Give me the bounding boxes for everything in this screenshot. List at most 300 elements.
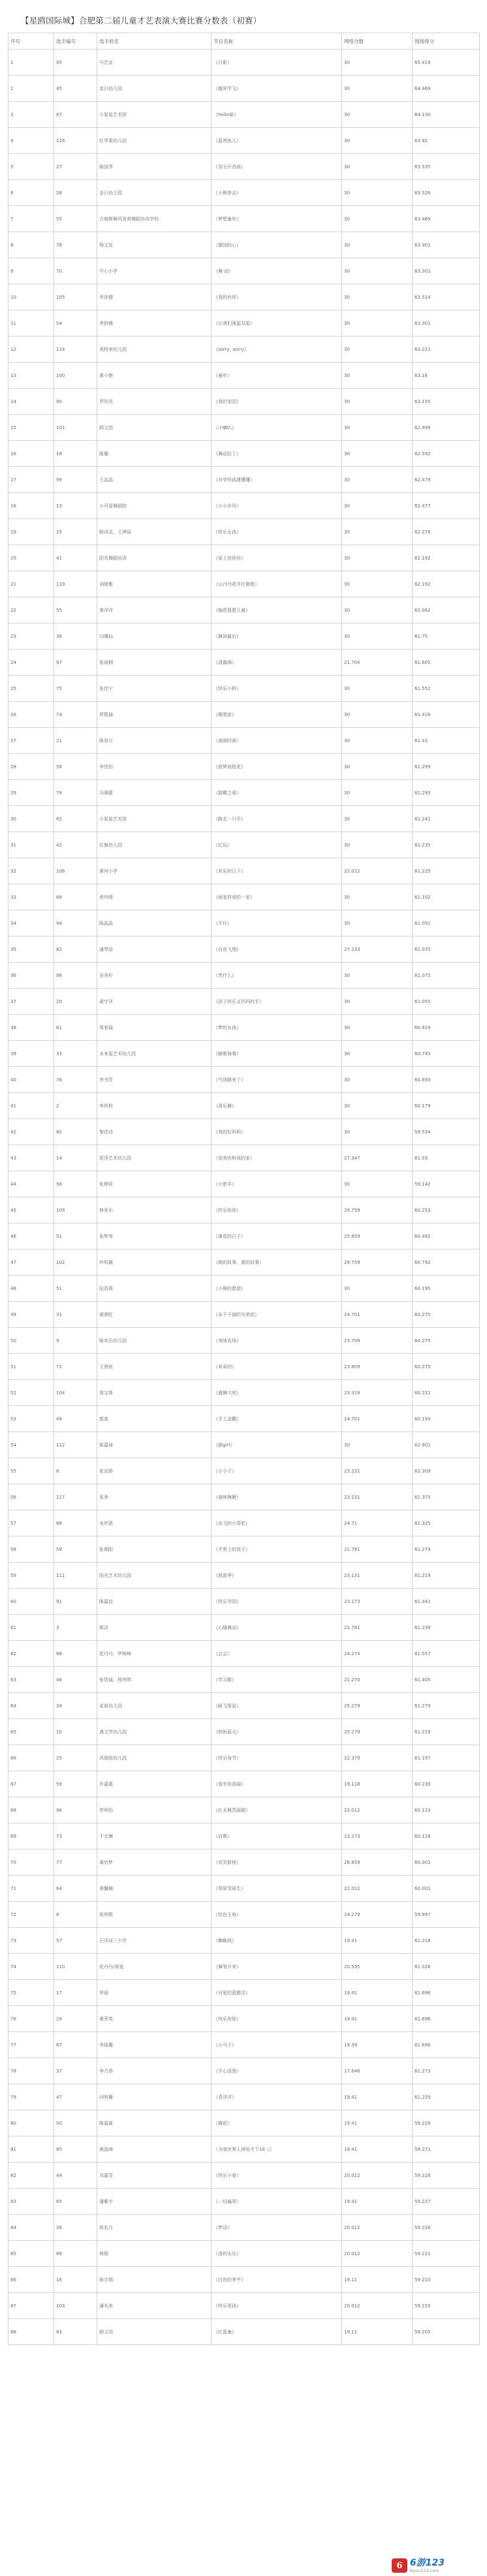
live-score: 61.405 (413, 1667, 480, 1693)
live-score: 62.276 (413, 519, 480, 545)
program-name: 《hello春》 (212, 102, 342, 128)
header-live-score: 现场得分 (413, 33, 480, 50)
program-name: 《可爱的蓝精灵》 (212, 1980, 342, 2006)
live-score: 61.299 (413, 754, 480, 780)
table-row (8, 1041, 480, 1067)
table-row (8, 467, 480, 493)
online-score: 19.41 (342, 1980, 413, 2006)
program-name: 《会会》 (212, 1641, 342, 1667)
contestant-name: 郎宏月 (97, 2215, 212, 2241)
contestant-number: 78 (54, 232, 97, 258)
contestant-name: 李坦和 (97, 1093, 212, 1119)
live-score: 60.118 (413, 1823, 480, 1850)
table-row (8, 1719, 480, 1745)
live-score: 63.535 (413, 154, 480, 180)
contestant-number: 37 (54, 2058, 97, 2084)
contestant-name: 顾文创 (97, 415, 212, 441)
program-name: 《小喇叭》 (212, 415, 342, 441)
online-score: 30 (342, 337, 413, 363)
row-index: 15 (8, 415, 54, 441)
online-score: 22.012 (342, 1797, 413, 1823)
contestant-name: 花丹丹、罗树峰 (97, 1641, 212, 1667)
table-row (8, 1954, 480, 1980)
program-name: 《忆远》 (212, 832, 342, 858)
live-score: 61.552 (413, 676, 480, 702)
contestant-name: 合城斯舞风体育舞蹈培训学校 (97, 206, 212, 232)
contestant-name: 田美柠 (97, 963, 212, 989)
online-score: 20.012 (342, 2215, 413, 2241)
table-row (8, 1823, 480, 1850)
online-score: 19.11 (342, 2267, 413, 2293)
row-index: 71 (8, 1876, 54, 1902)
online-score: 27.233 (342, 936, 413, 963)
online-score: 30 (342, 702, 413, 728)
table-row (8, 2189, 480, 2215)
contestant-number: 111 (54, 1563, 97, 1589)
program-name: 《蜂歌海秦》 (212, 1041, 342, 1067)
contestant-number: 95 (54, 50, 97, 76)
contestant-number: 51 (54, 1276, 97, 1302)
contestant-number: 15 (54, 519, 97, 545)
contestant-number: 44 (54, 2163, 97, 2189)
contestant-number: 68 (54, 884, 97, 910)
table-row (8, 1484, 480, 1510)
program-name: 《手心淡图》 (212, 2058, 342, 2084)
contestant-name: 张瑞阳 (97, 1536, 212, 1563)
header-program-name: 节目名称 (212, 33, 342, 50)
live-score: 63.301 (413, 310, 480, 337)
row-index: 17 (8, 467, 54, 493)
online-score: 23.273 (342, 1823, 413, 1850)
program-name: 《山丹丹花开红艳艳》 (212, 571, 342, 597)
program-name: 《编花篮愿儿童》 (212, 597, 342, 623)
live-score: 59.226 (413, 2215, 480, 2241)
row-index: 64 (8, 1693, 54, 1719)
program-name: 《出飞的小青驼》 (212, 1510, 342, 1536)
live-score: 61.026 (413, 1954, 480, 1980)
live-score: 61.605 (413, 650, 480, 676)
row-index: 27 (8, 728, 54, 754)
online-score: 30 (342, 910, 413, 936)
contestant-number: 109 (54, 1197, 97, 1223)
contestant-number: 14 (54, 1145, 97, 1171)
contestant-name: 林家乐 (97, 1197, 212, 1223)
online-score: 20.595 (342, 1954, 413, 1980)
table-row (8, 702, 480, 728)
contestant-number: 100 (54, 363, 97, 389)
contestant-number: 3 (54, 1615, 97, 1641)
contestant-name: 李佳怡 (97, 754, 212, 780)
table-row (8, 936, 480, 963)
row-index: 22 (8, 597, 54, 623)
row-index: 70 (8, 1850, 54, 1876)
online-score: 30 (342, 519, 413, 545)
live-score: 61.229 (413, 2084, 480, 2110)
program-name: 《红蓝童》 (212, 2319, 342, 2345)
contestant-name: 陈昊月 (97, 728, 212, 754)
live-score: 62.062 (413, 597, 480, 623)
contestant-number: 2 (54, 1093, 97, 1119)
live-score: 60.154 (413, 1406, 480, 1432)
contestant-number: 88 (54, 1510, 97, 1536)
online-score: 19.41 (342, 1928, 413, 1954)
online-score: 30 (342, 832, 413, 858)
contestant-name: 潘紫宇 (97, 2189, 212, 2215)
contestant-name: 花丹丹/蒂爱 (97, 1954, 212, 1980)
row-index: 26 (8, 702, 54, 728)
table-row (8, 1276, 480, 1302)
row-index: 79 (8, 2084, 54, 2110)
program-name: 《美味农场》 (212, 1328, 342, 1354)
online-score: 30 (342, 545, 413, 571)
contestant-name: 黄菲英 (97, 2006, 212, 2032)
online-score: 19.41 (342, 2136, 413, 2163)
contestant-number: 101 (54, 415, 97, 441)
contestant-number: 31 (54, 1302, 97, 1328)
live-score: 59.221 (413, 2241, 480, 2267)
table-row (8, 1902, 480, 1928)
online-score: 21.704 (342, 650, 413, 676)
table-row (8, 1380, 480, 1406)
online-score: 30 (342, 1432, 413, 1458)
contestant-name: 陈晶晶 (97, 910, 212, 936)
table-row (8, 2058, 480, 2084)
program-name: 《贵什么》 (212, 963, 342, 989)
online-score: 22.379 (342, 1745, 413, 1771)
live-score: 59.210 (413, 2293, 480, 2319)
contestant-name: 阳光艺术幼儿园 (97, 1563, 212, 1589)
table-row (8, 1641, 480, 1667)
online-score: 30 (342, 1119, 413, 1145)
program-name: 《小熊拳击》 (212, 180, 342, 206)
contestant-name: 张穆苗 (97, 1171, 212, 1197)
live-score: 63.514 (413, 284, 480, 310)
live-score: 61.239 (413, 1615, 480, 1641)
contestant-name: 问明珊 (97, 2084, 212, 2110)
table-row (8, 1615, 480, 1641)
program-name: 《红水熊苏丽圆》 (212, 1797, 342, 1823)
row-index: 6 (8, 180, 54, 206)
table-row (8, 571, 480, 597)
table-row (8, 389, 480, 415)
online-score: 30 (342, 128, 413, 154)
live-score: 59.271 (413, 2136, 480, 2163)
contestant-name: 黄馨楠 (97, 1876, 212, 1902)
contestant-name: 英特来幼儿园 (97, 337, 212, 363)
program-name: 《舞笔开来》 (212, 1954, 342, 1980)
contestant-number: 33 (54, 1041, 97, 1067)
online-score: 24.274 (342, 1641, 413, 1667)
online-score: 30 (342, 1171, 413, 1197)
live-score: 62.477 (413, 493, 480, 519)
row-index: 3 (8, 102, 54, 128)
live-score: 61.219 (413, 1563, 480, 1589)
row-index: 2 (8, 76, 54, 102)
contestant-name: 陈国苓 (97, 154, 212, 180)
table-row (8, 728, 480, 754)
row-index: 10 (8, 284, 54, 310)
table-row (8, 676, 480, 702)
live-score: 62.479 (413, 467, 480, 493)
program-name: 《白色的季乎》 (212, 2267, 342, 2293)
contestant-name: 星星幼儿园 (97, 1693, 212, 1719)
online-score: 30 (342, 76, 413, 102)
contestant-name: 黄欣梦 (97, 1850, 212, 1876)
row-index: 33 (8, 884, 54, 910)
table-row (8, 415, 480, 441)
online-score: 19.41 (342, 2084, 413, 2110)
online-score: 30 (342, 50, 413, 76)
program-name: 《梦话》 (212, 2215, 342, 2241)
table-row (8, 232, 480, 258)
online-score: 30 (342, 258, 413, 284)
live-score: 59.228 (413, 2163, 480, 2189)
contestant-number: 114 (54, 337, 97, 363)
table-row (8, 1980, 480, 2006)
live-score: 63.301 (413, 232, 480, 258)
row-index: 80 (8, 2110, 54, 2136)
table-row (8, 754, 480, 780)
online-score: 30 (342, 754, 413, 780)
program-name: 《自由飞翔》 (212, 936, 342, 963)
table-row (8, 1589, 480, 1615)
contestant-number: 76 (54, 1067, 97, 1093)
live-score: 59.210 (413, 2267, 480, 2293)
contestant-name: 小星星艺术团 (97, 102, 212, 128)
row-index: 19 (8, 519, 54, 545)
online-score: 30 (342, 1067, 413, 1093)
program-name: 《清露绵》 (212, 650, 342, 676)
table-row (8, 1458, 480, 1484)
contestant-name: 黄洋洋 (97, 597, 212, 623)
table-row (8, 1510, 480, 1536)
row-index: 88 (8, 2319, 54, 2345)
row-index: 21 (8, 571, 54, 597)
contestant-name: 陈嘉信 (97, 1589, 212, 1615)
program-name: 《我的好妈妈》 (212, 1119, 342, 1145)
table-row (8, 884, 480, 910)
table-row (8, 2032, 480, 2058)
program-name: 《启歌》 (212, 1823, 342, 1850)
live-score: 65.419 (413, 50, 480, 76)
row-index: 87 (8, 2293, 54, 2319)
program-name: 《妈妈蓝天》 (212, 1719, 342, 1745)
program-name: 《永不干涸的光荣花》 (212, 1302, 342, 1328)
row-index: 50 (8, 1328, 54, 1354)
live-score: 59.229 (413, 2110, 480, 2136)
program-name: 《学习歌》 (212, 1667, 342, 1693)
contestant-name: 张智诚、杨伟琪 (97, 1667, 212, 1693)
table-row (8, 284, 480, 310)
online-score: 30 (342, 493, 413, 519)
contestant-name: 阮浩燕 (97, 1276, 212, 1302)
program-name: 《快乐女孩》 (212, 519, 342, 545)
contestant-number: 48 (54, 1406, 97, 1432)
row-index: 7 (8, 206, 54, 232)
contestant-number: 41 (54, 545, 97, 571)
contestant-name: 张佳宁 (97, 676, 212, 702)
contestant-name: 小星星艺术团 (97, 806, 212, 832)
table-row (8, 545, 480, 571)
table-row (8, 2319, 480, 2345)
program-name: 《sorry, sorry》 (212, 337, 342, 363)
contestant-name: 李乃恭 (97, 2058, 212, 2084)
contestant-number: 91 (54, 1589, 97, 1615)
live-score: 62.192 (413, 571, 480, 597)
contestant-name: 张明熙 (97, 1902, 212, 1928)
online-score: 30 (342, 571, 413, 597)
live-score: 62.999 (413, 415, 480, 441)
row-index: 42 (8, 1119, 54, 1145)
table-row (8, 1876, 480, 1902)
live-score: 61.273 (413, 2058, 480, 2084)
live-score: 63.92 (413, 128, 480, 154)
program-name: 《快乐小桥》 (212, 676, 342, 702)
row-index: 69 (8, 1823, 54, 1850)
table-row (8, 2110, 480, 2136)
table-row (8, 337, 480, 363)
program-name: 《盛舞大吧》 (212, 1380, 342, 1406)
program-name: 《蓝湾鱼儿》 (212, 128, 342, 154)
program-name: 《梦想童年》 (212, 206, 342, 232)
contestant-name: 龚文学幼儿园 (97, 1719, 212, 1745)
online-score: 25.279 (342, 1693, 413, 1719)
table-row (8, 1067, 480, 1093)
table-row (8, 832, 480, 858)
online-score: 19.41 (342, 2110, 413, 2136)
row-index: 34 (8, 910, 54, 936)
contestant-number: 39 (54, 2215, 97, 2241)
live-score: 61.441 (413, 1589, 480, 1615)
row-index: 12 (8, 337, 54, 363)
row-index: 5 (8, 154, 54, 180)
row-index: 57 (8, 1510, 54, 1536)
program-name: 《快乐你你》 (212, 1197, 342, 1223)
online-score: 21.781 (342, 1615, 413, 1641)
table-row (8, 441, 480, 467)
contestant-name: 张养 (97, 1484, 212, 1510)
row-index: 44 (8, 1171, 54, 1197)
row-index: 51 (8, 1354, 54, 1380)
table-row (8, 1354, 480, 1380)
contestant-number: 77 (54, 1850, 97, 1876)
online-score: 30 (342, 623, 413, 650)
contestant-number: 20 (54, 989, 97, 1015)
live-score: 63.469 (413, 206, 480, 232)
table-row (8, 180, 480, 206)
live-score: 61.696 (413, 1980, 480, 2006)
contestant-name: 朴明薇 (97, 1250, 212, 1276)
program-name: 《手上金鹏》 (212, 1406, 342, 1432)
program-name: 《气球跳来了》 (212, 1067, 342, 1093)
contestant-name: 张梦等 (97, 1223, 212, 1250)
contestant-number: 85 (54, 2136, 97, 2163)
contestant-name: 罗昀炎 (97, 389, 212, 415)
live-score: 61.325 (413, 1510, 480, 1536)
row-index: 54 (8, 1432, 54, 1458)
table-row (8, 1119, 480, 1145)
program-name: 《童年》 (212, 363, 342, 389)
contestant-name: 金日幼儿园 (97, 180, 212, 206)
contestant-name: 黄宇洋 (97, 989, 212, 1015)
online-score: 30 (342, 284, 413, 310)
online-score: 23.173 (342, 1589, 413, 1615)
contestant-number: 8 (54, 1902, 97, 1928)
table-row (8, 2215, 480, 2241)
table-row (8, 1171, 480, 1197)
table-row (8, 623, 480, 650)
row-index: 18 (8, 493, 54, 519)
contestant-number: 26 (54, 180, 97, 206)
contestant-name: 陈宇瑞 (97, 2267, 212, 2293)
program-name: 《月影》 (212, 50, 342, 76)
row-index: 29 (8, 780, 54, 806)
contestant-number: 79 (54, 780, 97, 806)
contestant-number: 16 (54, 2267, 97, 2293)
header-index: 序号 (8, 33, 54, 50)
contestant-number: 102 (54, 1250, 97, 1276)
row-index: 52 (8, 1380, 54, 1406)
contestant-number: 105 (54, 284, 97, 310)
live-score: 59.997 (413, 1902, 480, 1928)
online-score: 30 (342, 310, 413, 337)
live-score: 61.055 (413, 989, 480, 1015)
row-index: 24 (8, 650, 54, 676)
live-score: 60.231 (413, 1380, 480, 1406)
program-name: 《清的水乐》 (212, 2241, 342, 2267)
program-name: 《爱我你和我的家》 (212, 1145, 342, 1171)
contestant-name: 许嘉惠 (97, 1771, 212, 1797)
table-row (8, 1328, 480, 1354)
contestant-name: 陈嘉霖 (97, 2110, 212, 2136)
live-score: 61.696 (413, 2006, 480, 2032)
row-index: 60 (8, 1589, 54, 1615)
contestant-number: 66 (54, 1641, 97, 1667)
contestant-number: 106 (54, 858, 97, 884)
program-name: 《看军你香丽》 (212, 1771, 342, 1797)
online-score: 30 (342, 728, 413, 754)
contestant-name: 李书芳 (97, 1067, 212, 1093)
contestant-name: 杨文宣 (97, 232, 212, 258)
program-name: 《青洋洋》 (212, 2084, 342, 2110)
contestant-name: 韩诗灵、王琪瑶 (97, 519, 212, 545)
program-name: 《落花的日子》 (212, 1223, 342, 1250)
contestant-name: 顾文羽 (97, 2319, 212, 2345)
online-score: 26.859 (342, 1850, 413, 1876)
online-score: 20.012 (342, 2293, 413, 2319)
row-index: 39 (8, 1041, 54, 1067)
table-row (8, 493, 480, 519)
program-name: 《圆girl》 (212, 1432, 342, 1458)
contestant-number: 72 (54, 1354, 97, 1380)
online-score: 19.41 (342, 2006, 413, 2032)
program-name: 《让我们荡起双桨》 (212, 310, 342, 337)
program-name: 《蜘蛛网》 (212, 1928, 342, 1954)
online-score: 30 (342, 389, 413, 415)
program-name: 《快乐男孩》 (212, 2293, 342, 2319)
contestant-name: 王茜宸 (97, 1354, 212, 1380)
contestant-number: 6 (54, 1458, 97, 1484)
contestant-name: 金日幼儿园 (97, 76, 212, 102)
table-row (8, 1536, 480, 1563)
contestant-name: 李彦德 (97, 284, 212, 310)
online-score: 30 (342, 989, 413, 1015)
site-logo-icon: 6 (392, 2558, 407, 2573)
table-row (8, 780, 480, 806)
table-row (8, 2136, 480, 2163)
live-score: 61.293 (413, 780, 480, 806)
row-index: 40 (8, 1067, 54, 1093)
